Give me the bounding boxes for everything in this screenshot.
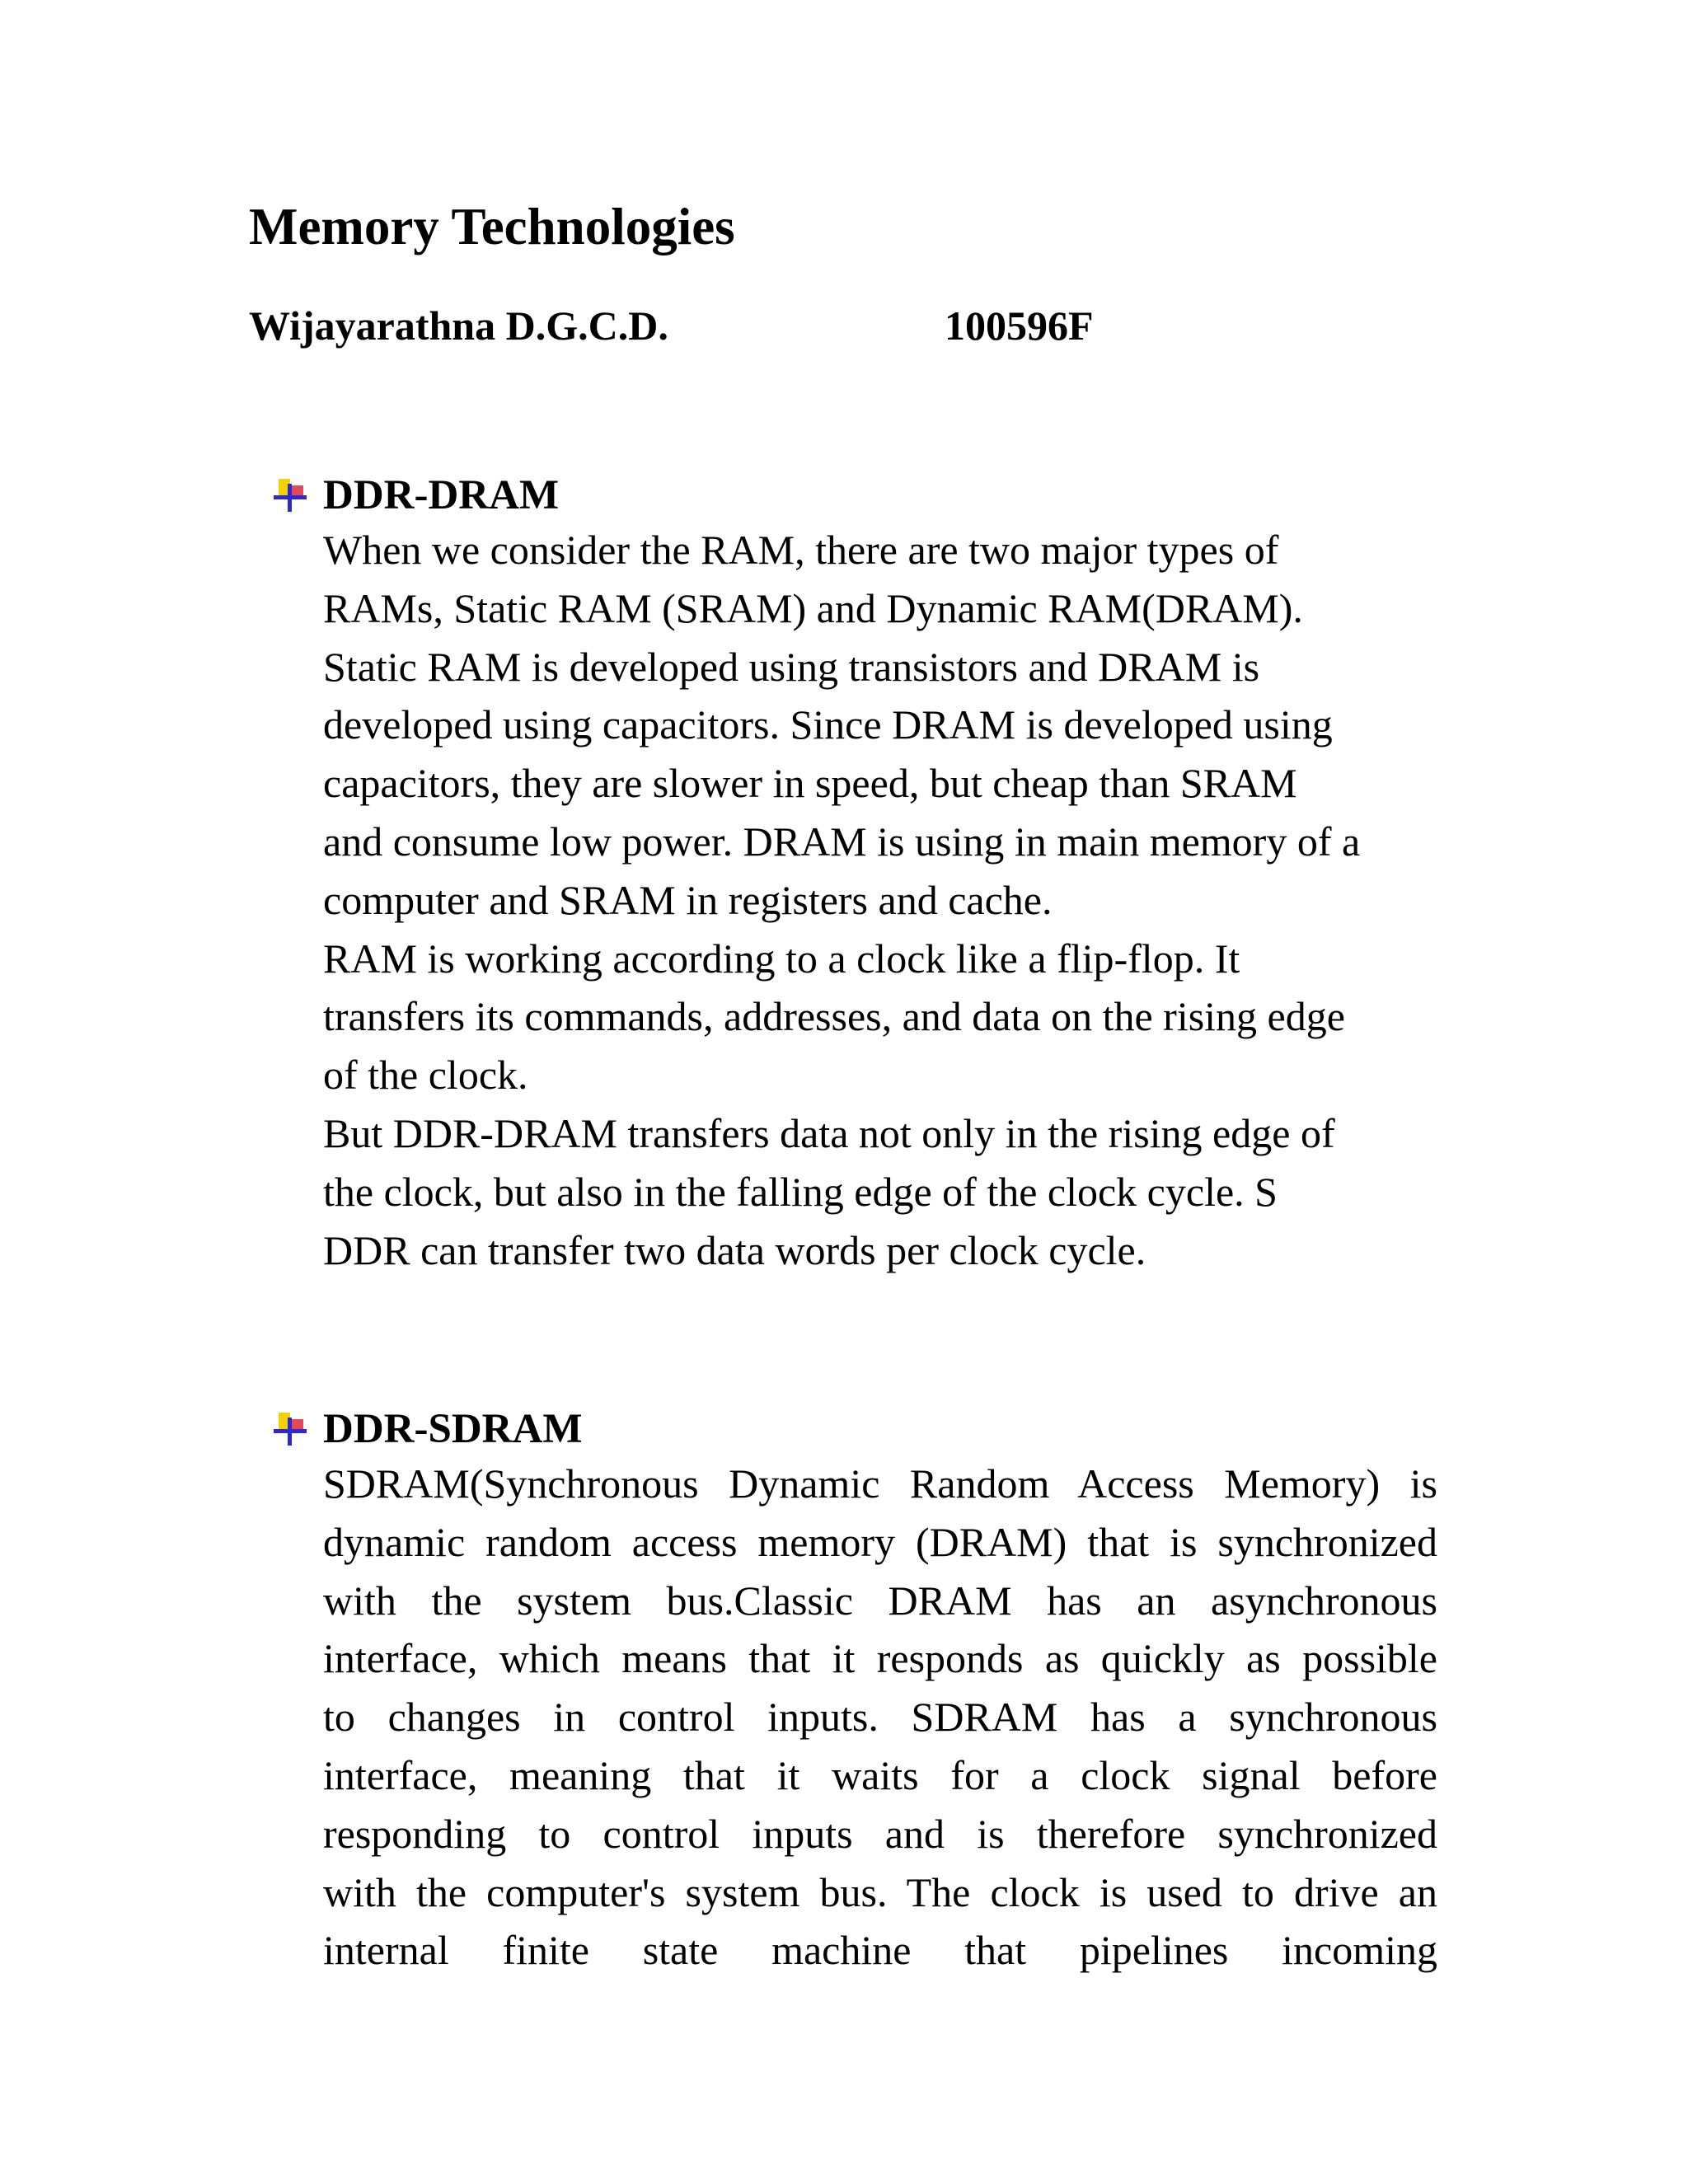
text-line: But DDR-DRAM transfers data not only in the rising edge of: [323, 1109, 1335, 1156]
text-line: to changes in control inputs. SDRAM has a synchronous: [323, 1694, 1437, 1741]
text-line: of the clock.: [323, 1052, 528, 1099]
section-heading: [272, 1404, 1442, 1455]
text-line: developed using capacitors. Since DRAM is developed using: [323, 701, 1333, 748]
document-title: Memory Technologies: [249, 198, 735, 255]
text-line: dynamic random access memory (DRAM) that is synchronized: [323, 1518, 1437, 1565]
text-line: with the computer's system bus. The clock is used to drive an: [323, 1868, 1437, 1915]
section-heading: [272, 470, 1442, 521]
text-line: Static RAM is developed using transistors and DRAM is: [323, 643, 1260, 690]
text-line: SDRAM(Synchronous Dynamic Random Access Memory) is: [323, 1460, 1437, 1507]
section-ddr-sdram: [272, 1404, 1442, 1980]
text-line: internal finite state machine that pipelines incoming: [323, 1927, 1437, 1974]
bullet-cross-icon: [272, 1411, 308, 1447]
section-body: [323, 1455, 1437, 1980]
text-line: DDR can transfer two data words per clock cycle.: [323, 1226, 1146, 1273]
text-line: computer and SRAM in registers and cache.: [323, 876, 1053, 923]
text-line: responding to control inputs and is therefore synchronized: [323, 1810, 1437, 1857]
text-line: When we consider the RAM, there are two major types of: [323, 527, 1279, 573]
section-heading-text: DDR-DRAM: [323, 471, 560, 518]
student-id: 100596F: [945, 302, 1094, 349]
section-heading-text: DDR-SDRAM: [323, 1405, 583, 1452]
section-body: [323, 521, 1493, 1279]
section-ddr-dram: [272, 470, 1442, 1279]
text-line: transfers its commands, addresses, and data on the rising edge: [323, 993, 1345, 1040]
text-line: RAM is working according to a clock like a flip-flop. It: [323, 935, 1240, 982]
text-line: the clock, but also in the falling edge of the clock cycle. S: [323, 1168, 1278, 1215]
text-line: RAMs, Static RAM (SRAM) and Dynamic RAM(DRAM).: [323, 584, 1303, 631]
bullet-cross-icon: [272, 477, 308, 513]
author-name: Wijayarathna D.G.C.D.: [249, 302, 668, 349]
text-line: capacitors, they are slower in speed, but cheap than SRAM: [323, 760, 1297, 807]
text-line: and consume low power. DRAM is using in main memory of a: [323, 818, 1361, 865]
text-line: with the system bus.Classic DRAM has an asynchronous: [323, 1577, 1437, 1624]
text-line: interface, which means that it responds as quickly as possible: [323, 1635, 1437, 1682]
text-line: interface, meaning that it waits for a clock signal before: [323, 1751, 1437, 1798]
